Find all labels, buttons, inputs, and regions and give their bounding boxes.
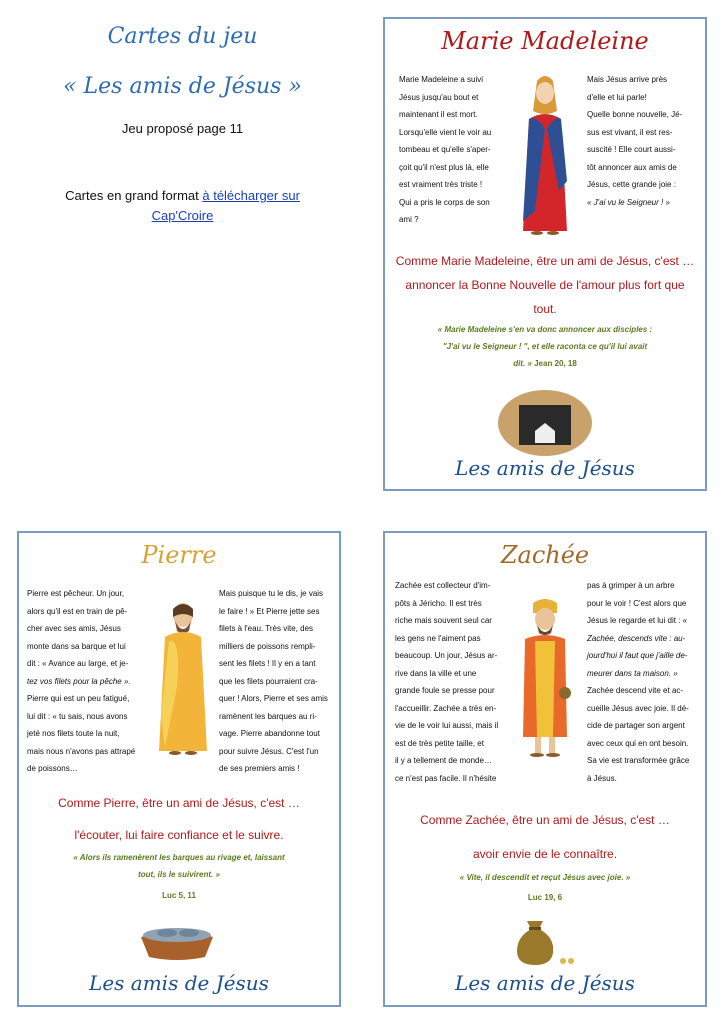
card-zachee — [383, 531, 707, 1007]
capcroire-link[interactable]: Cap'Croire — [151, 208, 214, 223]
card-quote: « Alors ils ramenèrent les barques au rivage et, laissant tout, ils le suivirent. » — [73, 853, 285, 879]
card-text-left: Pierre est pêcheur. Un jour, alors qu'il est en train de pê- cher avec ses amis, Jésus monte dans sa barque et lui dit : « Avance au large, et je- tez vos filets pour la pêche ». Pierre qui est un peu fatigué, lui dit : « tu sais, nous avons jeté nos filets toute la nuit, mais nous n'avons pas attrapé de poissons… — [27, 589, 136, 773]
card-reference: Jean 20, 18 — [534, 359, 577, 368]
mary-magdalene-figure — [515, 71, 575, 236]
download-link[interactable]: à télécharger sur — [202, 188, 300, 203]
intro-title-line1: Cartes du jeu — [107, 24, 258, 49]
card-footer-brand: Les amis de Jésus — [89, 971, 269, 995]
card-moral: Comme Marie Madeleine, être un ami de Jésus, c'est … annoncer la Bonne Nouvelle de l'amour plus fort que tout. — [395, 254, 695, 316]
card-text-right: pas à grimper à un arbre pour le voir ! C'est alors que Jésus le regarde et lui dit : « Zachée, descends vite : au- jourd'hui il faut que j'aille de- meurer dans ta maison. » Zachée descend vite et ac- cueille Jésus avec joie. Il dé- cide de partager son argent avec ceux qui en ont besoin. Sa vie est transformée grâce à Jésus. — [587, 581, 690, 783]
card-footer-brand: Les amis de Jésus — [455, 971, 635, 995]
empty-tomb-icon — [497, 389, 593, 457]
card-text-left: Zachée est collecteur d'im- pôts à Jéricho. Il est très riche mais souvent seul car les gens ne l'aiment pas beaucoup. Un jour, Jésus ar- rive dans la ville et une grande foule se presse pour l'accueillir. Zachée a très en- vie de le voir lui aussi, mais il est de très petite taille, et il y a tellement de monde… ce n'est pas facile. Il n'hésite — [395, 581, 499, 783]
zacchaeus-figure — [513, 597, 577, 759]
intro-subtitle: Jeu proposé page 11 — [121, 121, 244, 136]
card-text-right: Mais puisque tu le dis, je vais le faire ! » Et Pierre jette ses filets à l'eau. Très vite, des milliers de poissons rempli- sent les filets ! Il y en a tant que les filets pourraient cra- quer ! Alors, Pierre et ses amis ramènent les barques au ri- vage. Pierre abandonne tout pour suivre Jésus. C'est l'un de ses premiers amis ! — [219, 589, 328, 773]
fish-basket-icon — [137, 923, 217, 961]
card-title: Pierre — [141, 541, 217, 569]
card-title: Zachée — [500, 541, 590, 569]
card-footer-brand: Les amis de Jésus — [455, 456, 635, 480]
card-marie-madeleine — [383, 17, 707, 491]
card-pierre — [17, 531, 341, 1007]
card-reference: Luc 19, 6 — [527, 893, 563, 902]
money-bag-icon — [511, 919, 581, 967]
card-quote: « Vite, il descendit et reçut Jésus avec joie. » — [459, 873, 631, 882]
intro-title-line2: « Les amis de Jésus » — [63, 74, 302, 99]
card-title: Marie Madeleine — [441, 27, 649, 55]
peter-figure — [155, 597, 211, 755]
card-reference: Luc 5, 11 — [162, 891, 196, 900]
card-moral: Comme Zachée, être un ami de Jésus, c'est … avoir envie de le connaître. — [420, 813, 670, 861]
card-text-right: Mais Jésus arrive près d'elle et lui parle! Quelle bonne nouvelle, Jé- sus est vivant, il est res- suscité ! Elle court aussi- tôt annoncer aux amis de Jésus, cette grande joie : « J'ai vu le Seigneur ! » — [587, 75, 683, 207]
intro-download-text: Cartes en grand format — [65, 188, 203, 203]
card-moral: Comme Pierre, être un ami de Jésus, c'est … l'écouter, lui faire confiance et le suivre. — [58, 796, 300, 842]
card-text-left: Marie Madeleine a suivi Jésus jusqu'au bout et maintenant il est mort. Lorsqu'elle vient le voir au tombeau et qu'elle s'aper- çoit qu'il n'est plus là, elle est vraiment très triste ! Qui a pris le corps de son ami ? — [399, 75, 492, 224]
intro-download — [40, 186, 325, 226]
card-quote: « Marie Madeleine s'en va donc annoncer aux disciples : "J'ai vu le Seigneur ! ", et elle raconta ce qu'il lui avait dit. » Jean 20, 18 — [437, 325, 653, 368]
